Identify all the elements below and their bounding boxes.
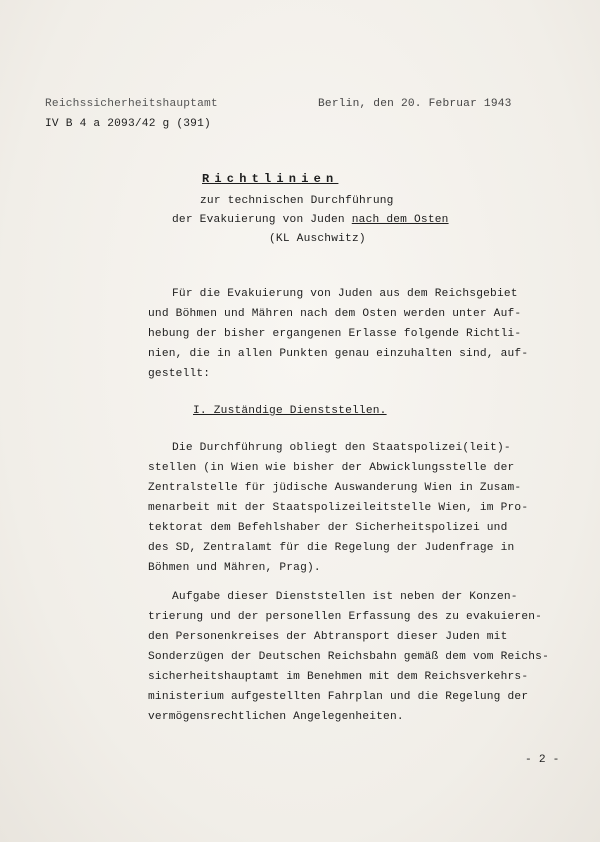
subtitle-line-2-prefix: der Evakuierung von Juden	[172, 214, 352, 226]
section-text-line: Zentralstelle für jüdische Auswanderung Wien in Zusam-	[148, 482, 522, 494]
document-title: Richtlinien	[202, 172, 339, 186]
place-date: Berlin, den 20. Februar 1943	[318, 98, 512, 110]
subtitle-line-3: (KL Auschwitz)	[269, 233, 366, 245]
reference-number: IV B 4 a 2093/42 g (391)	[45, 118, 211, 130]
section-text-line: des SD, Zentralamt für die Regelung der Judenfrage in	[148, 542, 515, 554]
intro-line: Für die Evakuierung von Juden aus dem Reichsgebiet	[172, 288, 518, 300]
section-text-line: den Personenkreises der Abtransport dieser Juden mit	[148, 631, 508, 643]
intro-line: nien, die in allen Punkten genau einzuhalten sind, auf-	[148, 348, 529, 360]
section-text-line: Sonderzügen der Deutschen Reichsbahn gemäß dem vom Reichs-	[148, 651, 549, 663]
subtitle-line-1: zur technischen Durchführung	[200, 195, 394, 207]
intro-line: und Böhmen und Mähren nach dem Osten werden unter Auf-	[148, 308, 522, 320]
section-text-line: vermögensrechtlichen Angelegenheiten.	[148, 711, 404, 723]
subtitle-line-2	[172, 215, 449, 226]
section-text-line: tektorat dem Befehlshaber der Sicherheitspolizei und	[148, 522, 508, 534]
section-text-line: Die Durchführung obliegt den Staatspolizei(leit)-	[172, 442, 511, 454]
page-number: - 2 -	[525, 754, 560, 766]
issuing-office: Reichssicherheitshauptamt	[45, 98, 218, 110]
section-text-line: stellen (in Wien wie bisher der Abwicklungsstelle der	[148, 462, 515, 474]
intro-line: hebung der bisher ergangenen Erlasse folgende Richtli-	[148, 328, 522, 340]
section-heading: I. Zuständige Dienststellen.	[193, 405, 387, 417]
section-text-line: ministerium aufgestellten Fahrplan und die Regelung der	[148, 691, 529, 703]
section-text-line: Böhmen und Mähren, Prag).	[148, 562, 321, 574]
section-text-line: menarbeit mit der Staatspolizeileitstelle Wien, im Pro-	[148, 502, 529, 514]
section-text-line: sicherheitshauptamt im Benehmen mit dem Reichsverkehrs-	[148, 671, 529, 683]
subtitle-line-2-underlined: nach dem Osten	[351, 214, 449, 226]
section-text-line: trierung und der personellen Erfassung des zu evakuieren-	[148, 611, 543, 623]
section-text-line: Aufgabe dieser Dienststellen ist neben der Konzen-	[172, 591, 518, 603]
intro-line: gestellt:	[148, 368, 211, 380]
